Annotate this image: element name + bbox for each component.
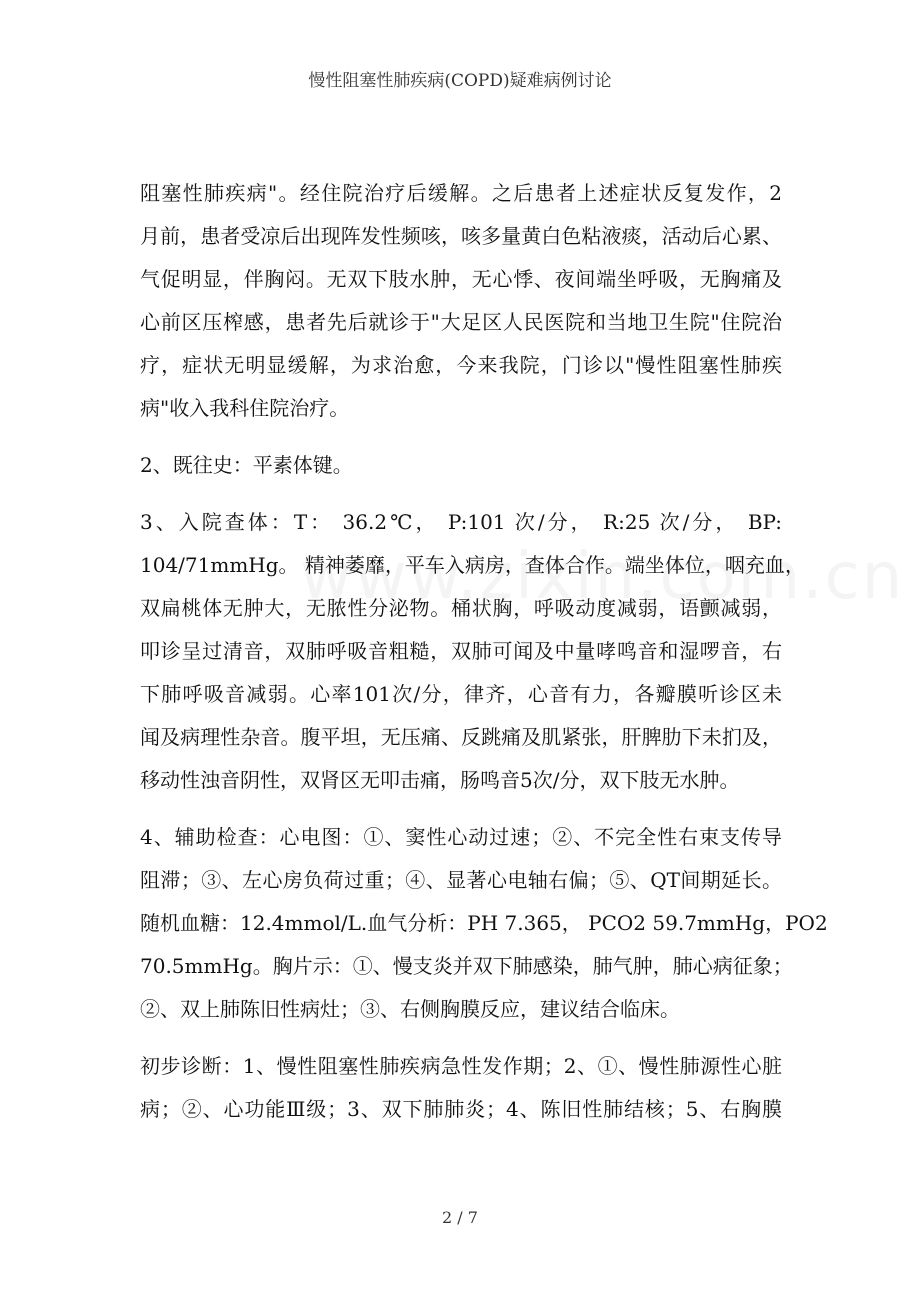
paragraph [140, 176, 782, 434]
text-line: 阻塞性肺疾病"。经住院治疗后缓解。之后患者上述症状反复发作，2 [140, 181, 782, 205]
text-line: 70.5mmHg。胸片示：①、慢支炎并双下肺感染，肺气肿，肺心病征象； [140, 954, 793, 978]
text-line: 4、辅助检查：心电图：①、窦性心动过速；②、不完全性右束支传导 [140, 825, 782, 849]
text-line: 心前区压榨感，患者先后就诊于"大足区人民医院和当地卫生院"住院治 [140, 310, 782, 334]
text-line: 月前，患者受凉后出现阵发性频咳，咳多量黄白色粘液痰，活动后心累、 [140, 224, 782, 248]
text-line: 叩诊呈过清音，双肺呼吸音粗糙，双肺可闻及中量哮鸣音和湿啰音，右 [140, 639, 782, 663]
text-line: 104/71mmHg。 精神萎靡，平车入病房，查体合作。端坐体位，咽充血， [140, 553, 805, 577]
text-line: 病"收入我科住院治疗。 [140, 396, 350, 420]
text-line: 病；②、心功能Ⅲ级；3、双下肺肺炎；4、陈旧性肺结核；5、右胸膜 [140, 1097, 782, 1121]
text-line: 闻及病理性杂音。腹平坦，无压痛、反跳痛及肌紧张，肝脾肋下未扪及， [140, 725, 782, 749]
paragraph [140, 820, 828, 1035]
text-line: 阻滞；③、左心房负荷过重；④、显著心电轴右偏；⑤、QT间期延长。 [140, 868, 782, 892]
page-header-title: 慢性阻塞性肺疾病(COPD)疑难病例讨论 [308, 71, 612, 91]
text-line: 初步诊断：1、慢性阻塞性肺疾病急性发作期；2、①、慢性肺源性心脏 [140, 1054, 782, 1078]
text-line: 随机血糖：12.4mmol/L.血气分析：PH 7.365， PCO2 59.7mmHg，PO2 [140, 911, 828, 935]
text-line: 3、入院查体：T： 36.2℃， P:101 次/分， R:25 次/分， BP: [140, 510, 782, 534]
paragraph [140, 1049, 782, 1135]
text-line: 移动性浊音阴性，双肾区无叩击痛，肠鸣音5次/分，双下肢无水肿。 [140, 768, 740, 792]
text-line: 下肺呼吸音减弱。心率101次/分，律齐，心音有力，各瓣膜听诊区未 [140, 682, 782, 706]
document-body [140, 176, 828, 1149]
paragraph [140, 505, 805, 806]
text-line: 疗，症状无明显缓解，为求治愈，今来我院，门诊以"慢性阻塞性肺疾 [140, 353, 782, 377]
text-line: 双扁桃体无肿大，无脓性分泌物。桶状胸，呼吸动度减弱，语颤减弱， [140, 596, 782, 620]
text-line: 气促明显，伴胸闷。无双下肢水肿，无心悸、夜间端坐呼吸，无胸痛及 [140, 267, 782, 291]
page-number: 2 / 7 [442, 1208, 478, 1227]
text-line: 2、既往史：平素体键。 [140, 453, 353, 477]
text-line: ②、双上肺陈旧性病灶；③、右侧胸膜反应，建议结合临床。 [140, 997, 680, 1021]
paragraph [140, 448, 782, 491]
